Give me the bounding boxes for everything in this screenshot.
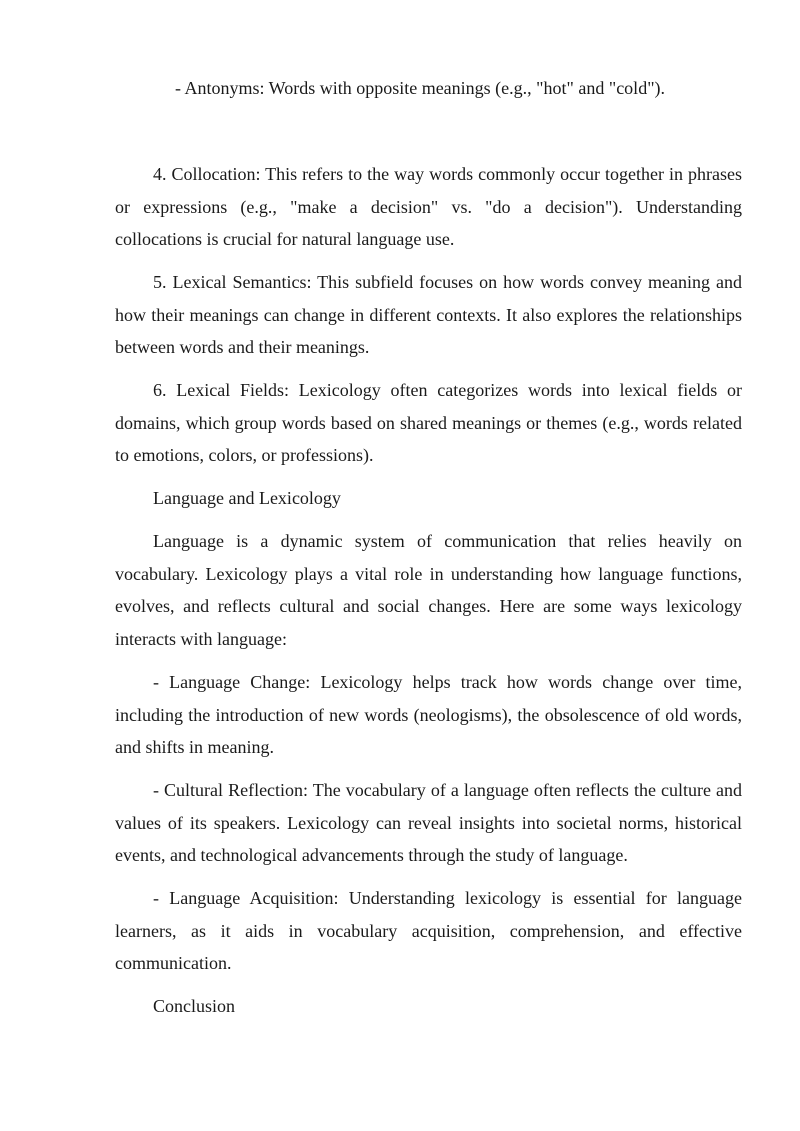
collocation-paragraph: 4. Collocation: This refers to the way words commonly occur together in phrases or expressions (e.g., "make a decision" vs. "do a decision"). Understanding collocations is crucial for natural language use.	[115, 164, 742, 250]
cultural-reflection-paragraph: - Cultural Reflection: The vocabulary of a language often reflects the culture and values of its speakers. Lexicology can reveal insights into societal norms, historical events, and technological advancements through the study of language.	[115, 780, 742, 866]
conclusion-heading: Conclusion	[153, 996, 236, 1016]
language-acquisition-paragraph: - Language Acquisition: Understanding lexicology is essential for language learners, as it aids in vocabulary acquisition, comprehension, and effective communication.	[115, 888, 742, 974]
antonyms-bullet: - Antonyms: Words with opposite meanings (e.g., "hot" and "cold").	[174, 78, 666, 98]
lexical-semantics-paragraph: 5. Lexical Semantics: This subfield focuses on how words convey meaning and how their meanings can change in different contexts. It also explores the relationships between words and their meanings.	[115, 272, 742, 358]
section-heading: Language and Lexicology	[153, 488, 341, 508]
language-intro-paragraph: Language is a dynamic system of communication that relies heavily on vocabulary. Lexicology plays a vital role in understanding how language functions, evolves, and reflects cultural and social changes. Here are some ways lexicology interacts with language:	[115, 531, 742, 649]
lexical-fields-paragraph: 6. Lexical Fields: Lexicology often categorizes words into lexical fields or domains, which group words based on shared meanings or themes (e.g., words related to emotions, colors, or professions).	[115, 380, 742, 466]
language-change-paragraph: - Language Change: Lexicology helps track how words change over time, including the introduction of new words (neologisms), the obsolescence of old words, and shifts in meaning.	[115, 672, 742, 758]
